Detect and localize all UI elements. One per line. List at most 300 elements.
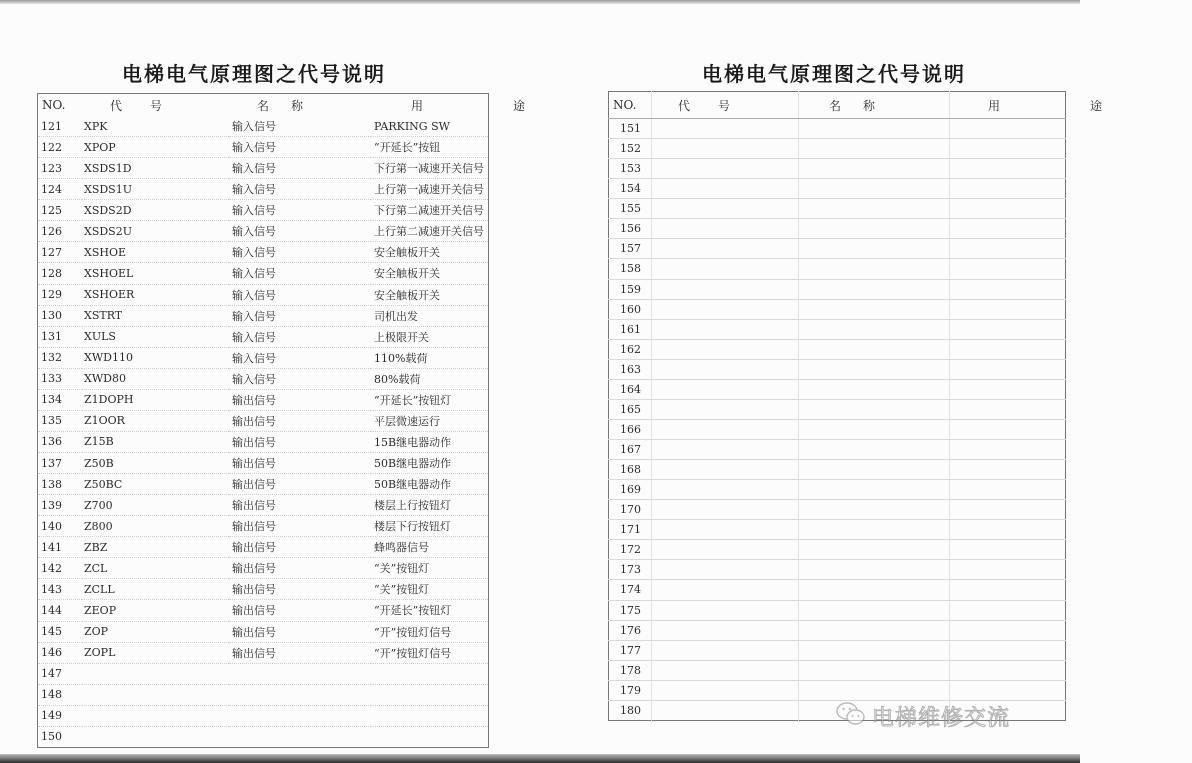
cell-name xyxy=(799,419,950,439)
cell-code: XSTRT xyxy=(82,305,229,326)
table-row xyxy=(38,242,489,263)
cell-name xyxy=(229,705,371,726)
cell-code xyxy=(82,726,229,747)
cell-name: 输入信号 xyxy=(229,158,371,179)
cell-no: 126 xyxy=(38,221,83,242)
scan-edge-top xyxy=(0,0,1080,4)
scan-edge-bottom xyxy=(0,754,1080,763)
cell-no: 130 xyxy=(38,305,83,326)
cell-code: XSHOER xyxy=(82,284,229,305)
table-row xyxy=(609,600,1066,620)
cell-use: “关”按钮灯 xyxy=(371,579,489,600)
cell-name: 输出信号 xyxy=(229,579,371,600)
cell-use xyxy=(950,399,1066,419)
table-row xyxy=(38,200,489,221)
cell-code xyxy=(652,660,799,680)
cell-no: 166 xyxy=(609,419,652,439)
cell-use xyxy=(950,440,1066,460)
cell-no: 162 xyxy=(609,339,652,359)
cell-no: 150 xyxy=(41,730,62,744)
cell-no: 136 xyxy=(38,431,83,452)
cell-code xyxy=(652,640,799,660)
cell-code xyxy=(652,339,799,359)
cell-no: 132 xyxy=(38,347,83,368)
cell-no: 155 xyxy=(609,199,652,219)
cell-code xyxy=(652,620,799,640)
cell-name: 输入信号 xyxy=(229,284,371,305)
cell-use xyxy=(950,460,1066,480)
cell-use: “开延长”按钮灯 xyxy=(371,600,489,621)
cell-name xyxy=(229,663,371,684)
cell-code: Z1OOR xyxy=(82,410,229,431)
cell-name: 输出信号 xyxy=(229,431,371,452)
cell-no: 134 xyxy=(38,389,83,410)
cell-use: 平层微速运行 xyxy=(371,410,489,431)
cell-code xyxy=(652,239,799,259)
cell-code xyxy=(652,480,799,500)
cell-use xyxy=(950,560,1066,580)
table-row xyxy=(38,726,489,747)
cell-use: 50B继电器动作 xyxy=(371,474,489,495)
cell-code xyxy=(652,199,799,219)
left-page-title: 电梯电气原理图之代号说明 xyxy=(122,62,386,86)
cell-use xyxy=(371,726,489,747)
table-row xyxy=(609,159,1066,179)
cell-code: ZCL xyxy=(82,558,229,579)
cell-no: 151 xyxy=(609,119,652,139)
cell-no: 158 xyxy=(609,259,652,279)
header-code: 代号 xyxy=(110,98,191,113)
cell-name xyxy=(799,399,950,419)
table-row xyxy=(609,460,1066,480)
cell-code xyxy=(652,359,799,379)
cell-name xyxy=(799,199,950,219)
cell-use xyxy=(950,239,1066,259)
table-row xyxy=(38,179,489,200)
cell-code: Z1DOPH xyxy=(82,389,229,410)
cell-name xyxy=(799,159,950,179)
cell-code: Z50BC xyxy=(82,474,229,495)
cell-code xyxy=(652,399,799,419)
cell-no: 159 xyxy=(609,279,652,299)
cell-name: 输出信号 xyxy=(229,389,371,410)
table-row xyxy=(609,660,1066,680)
cell-no: 163 xyxy=(609,359,652,379)
cell-no: 148 xyxy=(38,684,83,705)
cell-code xyxy=(652,520,799,540)
cell-code: ZEOP xyxy=(82,600,229,621)
table-row xyxy=(38,137,489,158)
cell-use: 安全触板开关 xyxy=(371,242,489,263)
cell-code: XSHOEL xyxy=(82,263,229,284)
table-row xyxy=(38,474,489,495)
cell-code xyxy=(652,179,799,199)
cell-use xyxy=(950,660,1066,680)
table-row xyxy=(38,453,489,474)
cell-code xyxy=(652,500,799,520)
cell-name: 输出信号 xyxy=(229,600,371,621)
cell-code xyxy=(652,259,799,279)
cell-code xyxy=(652,600,799,620)
cell-no: 152 xyxy=(609,139,652,159)
cell-no: 149 xyxy=(38,705,83,726)
cell-code: XWD80 xyxy=(82,368,229,389)
cell-name xyxy=(799,620,950,640)
cell-code: ZOP xyxy=(82,621,229,642)
cell-no: 123 xyxy=(38,158,83,179)
table-row xyxy=(609,179,1066,199)
cell-use xyxy=(950,419,1066,439)
cell-use: 蜂鸣器信号 xyxy=(371,537,489,558)
cell-name xyxy=(799,660,950,680)
table-row xyxy=(38,284,489,305)
cell-no: 169 xyxy=(609,480,652,500)
cell-use xyxy=(950,620,1066,640)
header-use: 用途 xyxy=(950,92,1066,119)
watermark-text: 电梯维修交流 xyxy=(872,705,1011,731)
cell-code xyxy=(652,119,799,139)
cell-name: 输出信号 xyxy=(229,474,371,495)
cell-use: 安全触板开关 xyxy=(371,284,489,305)
table-row xyxy=(38,389,489,410)
cell-no: 128 xyxy=(38,263,83,284)
table-row xyxy=(609,480,1066,500)
cell-no: 138 xyxy=(38,474,83,495)
cell-code xyxy=(652,159,799,179)
table-row xyxy=(38,263,489,284)
cell-name xyxy=(799,680,950,700)
cell-name xyxy=(799,179,950,199)
cell-code xyxy=(652,279,799,299)
cell-code: Z800 xyxy=(82,516,229,537)
cell-name xyxy=(799,239,950,259)
cell-name: 输出信号 xyxy=(229,558,371,579)
cell-use: “开延长”按钮灯 xyxy=(371,389,489,410)
table-row xyxy=(609,620,1066,640)
cell-name xyxy=(799,440,950,460)
cell-code: XSHOE xyxy=(82,242,229,263)
cell-use xyxy=(950,279,1066,299)
cell-code: XSDS2D xyxy=(82,200,229,221)
cell-no: 168 xyxy=(609,460,652,480)
table-row xyxy=(609,359,1066,379)
cell-name: 输入信号 xyxy=(229,116,371,137)
cell-use: PARKING SW xyxy=(371,116,489,137)
cell-name xyxy=(799,359,950,379)
right-page-title: 电梯电气原理图之代号说明 xyxy=(702,62,966,86)
cell-name: 输出信号 xyxy=(229,410,371,431)
cell-use xyxy=(371,684,489,705)
cell-name: 输入信号 xyxy=(229,326,371,347)
cell-no: 154 xyxy=(609,179,652,199)
cell-name xyxy=(799,580,950,600)
table-row xyxy=(609,139,1066,159)
table-row xyxy=(38,410,489,431)
cell-no: 176 xyxy=(609,620,652,640)
cell-code xyxy=(652,319,799,339)
cell-no: 174 xyxy=(609,580,652,600)
cell-use xyxy=(950,219,1066,239)
cell-no: 139 xyxy=(38,495,83,516)
cell-name xyxy=(799,640,950,660)
table-row xyxy=(38,579,489,600)
cell-use: “关”按钮灯 xyxy=(371,558,489,579)
cell-use xyxy=(950,379,1066,399)
cell-name: 输出信号 xyxy=(229,495,371,516)
cell-name: 输入信号 xyxy=(229,179,371,200)
cell-name xyxy=(799,279,950,299)
cell-use: 下行第二减速开关信号 xyxy=(371,200,489,221)
cell-no: 147 xyxy=(38,663,83,684)
cell-no: 146 xyxy=(38,642,83,663)
cell-use: 司机出发 xyxy=(371,305,489,326)
cell-no: 137 xyxy=(38,453,83,474)
cell-no: 143 xyxy=(38,579,83,600)
cell-use xyxy=(950,640,1066,660)
cell-name xyxy=(799,339,950,359)
cell-code xyxy=(652,419,799,439)
header-no: NO. xyxy=(609,92,652,119)
cell-name xyxy=(799,460,950,480)
cell-name xyxy=(799,480,950,500)
cell-use: 上行第一减速开关信号 xyxy=(371,179,489,200)
cell-code: Z50B xyxy=(82,453,229,474)
cell-use xyxy=(950,580,1066,600)
header-no: NO. xyxy=(42,98,66,112)
cell-no: 129 xyxy=(38,284,83,305)
cell-no: 178 xyxy=(609,660,652,680)
cell-no: 165 xyxy=(609,399,652,419)
cell-name: 输入信号 xyxy=(229,200,371,221)
cell-no: 144 xyxy=(38,600,83,621)
cell-code xyxy=(82,663,229,684)
cell-name: 输出信号 xyxy=(229,642,371,663)
table-row xyxy=(609,119,1066,139)
cell-use: 上极限开关 xyxy=(371,326,489,347)
cell-use xyxy=(950,199,1066,219)
cell-name: 输入信号 xyxy=(229,347,371,368)
table-row xyxy=(38,684,489,705)
cell-use xyxy=(950,319,1066,339)
watermark xyxy=(836,700,1010,732)
cell-use xyxy=(371,663,489,684)
cell-code: XPOP xyxy=(82,137,229,158)
cell-code xyxy=(652,219,799,239)
cell-no: 122 xyxy=(38,137,83,158)
cell-code: XSDS1D xyxy=(82,158,229,179)
cell-name xyxy=(799,299,950,319)
cell-use xyxy=(950,179,1066,199)
cell-name: 输出信号 xyxy=(229,453,371,474)
cell-name xyxy=(799,500,950,520)
cell-code: ZBZ xyxy=(82,537,229,558)
table-row xyxy=(609,339,1066,359)
cell-no: 172 xyxy=(609,540,652,560)
cell-no: 125 xyxy=(38,200,83,221)
cell-no: 171 xyxy=(609,520,652,540)
cell-code xyxy=(652,540,799,560)
cell-no: 133 xyxy=(38,368,83,389)
cell-no: 164 xyxy=(609,379,652,399)
table-header-row xyxy=(609,92,1066,119)
table-row xyxy=(609,199,1066,219)
header-name: 名称 xyxy=(799,92,950,119)
cell-use xyxy=(950,159,1066,179)
cell-use xyxy=(950,540,1066,560)
cell-use xyxy=(950,520,1066,540)
cell-name: 输入信号 xyxy=(229,242,371,263)
table-row xyxy=(609,560,1066,580)
cell-no: 161 xyxy=(609,319,652,339)
cell-code: Z15B xyxy=(82,431,229,452)
cell-no: 131 xyxy=(38,326,83,347)
table-row xyxy=(609,680,1066,700)
table-row xyxy=(38,558,489,579)
cell-name: 输入信号 xyxy=(229,305,371,326)
cell-use xyxy=(950,299,1066,319)
cell-code: Z700 xyxy=(82,495,229,516)
cell-code xyxy=(652,460,799,480)
table-row xyxy=(609,520,1066,540)
cell-use: 下行第一减速开关信号 xyxy=(371,158,489,179)
table-row xyxy=(38,600,489,621)
cell-code xyxy=(652,139,799,159)
cell-no: 153 xyxy=(609,159,652,179)
table-row xyxy=(38,642,489,663)
left-code-table xyxy=(37,93,616,748)
cell-use xyxy=(950,139,1066,159)
table-row xyxy=(609,299,1066,319)
table-row xyxy=(609,580,1066,600)
table-row xyxy=(38,326,489,347)
cell-use xyxy=(371,705,489,726)
cell-use: 50B继电器动作 xyxy=(371,453,489,474)
cell-code xyxy=(652,680,799,700)
cell-code xyxy=(652,440,799,460)
cell-no: 127 xyxy=(38,242,83,263)
cell-use: “开”按钮灯信号 xyxy=(371,642,489,663)
cell-use xyxy=(950,259,1066,279)
table-row xyxy=(609,440,1066,460)
cell-name xyxy=(799,520,950,540)
table-row xyxy=(609,419,1066,439)
table-row xyxy=(609,259,1066,279)
cell-no: 177 xyxy=(609,640,652,660)
table-row xyxy=(38,516,489,537)
header-use: 用途 xyxy=(411,98,616,113)
cell-use xyxy=(950,600,1066,620)
cell-name: 输入信号 xyxy=(229,368,371,389)
cell-name: 输出信号 xyxy=(229,537,371,558)
cell-name xyxy=(799,259,950,279)
table-row xyxy=(609,500,1066,520)
cell-use xyxy=(950,500,1066,520)
cell-code xyxy=(652,560,799,580)
cell-no: 145 xyxy=(38,621,83,642)
cell-use xyxy=(950,680,1066,700)
cell-code: ZOPL xyxy=(82,642,229,663)
table-row xyxy=(38,305,489,326)
cell-no: 160 xyxy=(609,299,652,319)
cell-no: 180 xyxy=(620,703,641,717)
table-row xyxy=(38,495,489,516)
cell-no: 167 xyxy=(609,440,652,460)
cell-use: 楼层上行按钮灯 xyxy=(371,495,489,516)
cell-name: 输出信号 xyxy=(229,621,371,642)
table-row xyxy=(609,540,1066,560)
table-row xyxy=(609,319,1066,339)
cell-use xyxy=(950,339,1066,359)
table-row xyxy=(38,221,489,242)
cell-code: XWD110 xyxy=(82,347,229,368)
cell-no: 140 xyxy=(38,516,83,537)
cell-use: 安全触板开关 xyxy=(371,263,489,284)
header-code: 代号 xyxy=(652,92,799,119)
table-row xyxy=(609,640,1066,660)
cell-use: 110%载荷 xyxy=(371,347,489,368)
table-row xyxy=(38,347,489,368)
cell-name xyxy=(799,379,950,399)
table-row xyxy=(38,621,489,642)
cell-use: “开”按钮灯信号 xyxy=(371,621,489,642)
cell-name xyxy=(229,726,371,747)
table-row xyxy=(609,219,1066,239)
cell-name xyxy=(799,139,950,159)
cell-name xyxy=(799,600,950,620)
table-row xyxy=(609,279,1066,299)
cell-use xyxy=(950,359,1066,379)
table-row xyxy=(38,705,489,726)
cell-no: 179 xyxy=(609,680,652,700)
cell-use: 80%载荷 xyxy=(371,368,489,389)
cell-no: 142 xyxy=(38,558,83,579)
left-table-body xyxy=(38,116,489,747)
table-row xyxy=(38,158,489,179)
cell-use: 15B继电器动作 xyxy=(371,431,489,452)
table-row xyxy=(38,431,489,452)
cell-name: 输入信号 xyxy=(229,221,371,242)
cell-no: 121 xyxy=(38,116,83,137)
cell-no: 157 xyxy=(609,239,652,259)
table-row xyxy=(609,239,1066,259)
table-row xyxy=(38,368,489,389)
cell-no: 141 xyxy=(38,537,83,558)
cell-code xyxy=(652,580,799,600)
cell-name xyxy=(799,560,950,580)
cell-name xyxy=(799,119,950,139)
cell-name: 输入信号 xyxy=(229,137,371,158)
cell-name xyxy=(229,684,371,705)
cell-no: 170 xyxy=(609,500,652,520)
cell-no: 124 xyxy=(38,179,83,200)
cell-name xyxy=(799,219,950,239)
cell-code: ZCLL xyxy=(82,579,229,600)
cell-name xyxy=(799,540,950,560)
cell-use: 楼层下行按钮灯 xyxy=(371,516,489,537)
cell-use xyxy=(950,480,1066,500)
table-row xyxy=(609,379,1066,399)
wechat-icon xyxy=(836,701,866,731)
table-row xyxy=(609,399,1066,419)
cell-use: “开延长”按钮 xyxy=(371,137,489,158)
cell-no: 135 xyxy=(38,410,83,431)
cell-code xyxy=(82,705,229,726)
cell-no: 173 xyxy=(609,560,652,580)
header-name: 名称 xyxy=(257,98,326,113)
table-row xyxy=(38,537,489,558)
cell-no: 175 xyxy=(609,600,652,620)
cell-code: XSDS1U xyxy=(82,179,229,200)
